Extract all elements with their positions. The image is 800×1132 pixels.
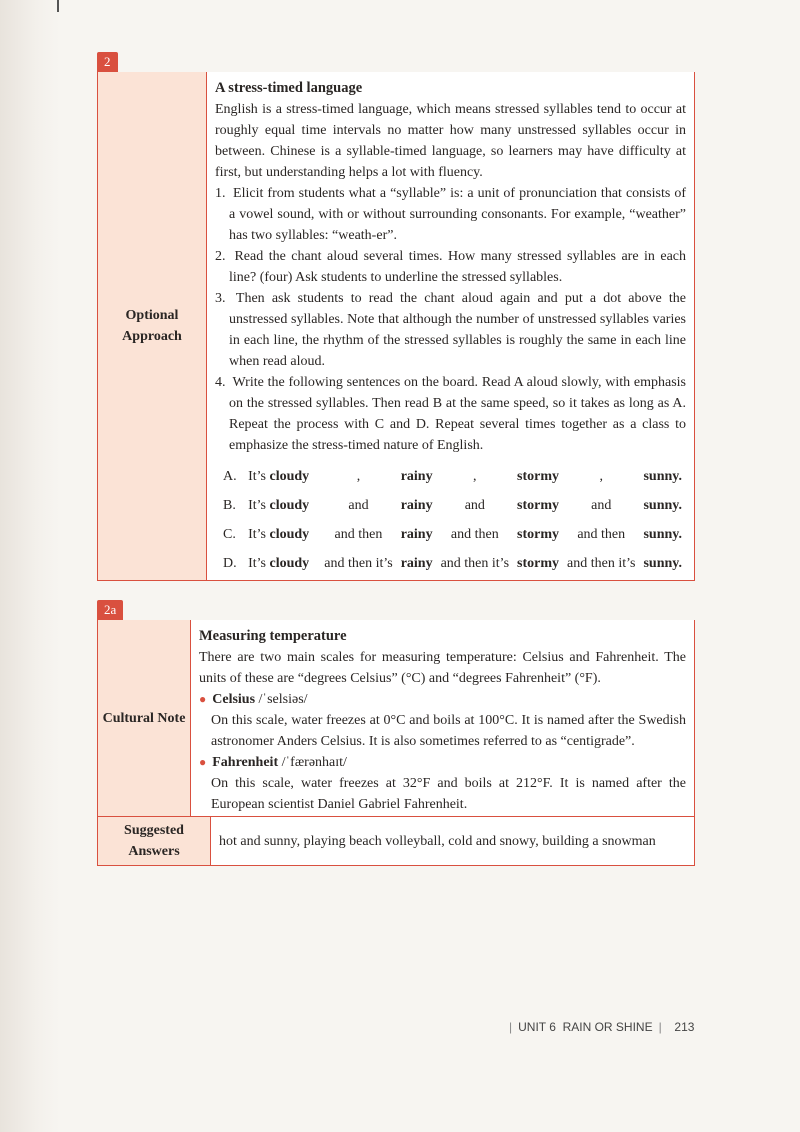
step-number: 4.: [215, 375, 226, 390]
cultural-note-box: [97, 620, 695, 817]
chant-cell: ,: [473, 469, 477, 484]
step-text: Write the following sentences on the board. Read A aloud slowly, with emphasis on the stressed syllables. Then read B at the same speed, so it takes as long as A. Repeat the process with C and D. Repeat several times together as a class to emphasize the stress-timed nature of English.: [229, 375, 686, 453]
chant-cell: rainy: [400, 498, 433, 513]
chant-cell: stormy: [517, 469, 560, 484]
section-heading: A stress-timed language: [215, 80, 363, 96]
row-letter: D.: [223, 556, 237, 571]
celsius-entry: [199, 689, 686, 710]
chant-table: [219, 462, 686, 578]
chant-cell: and then it’s: [324, 556, 393, 571]
section-tab: 2a: [97, 600, 123, 620]
unit-title: RAIN OR SHINE: [562, 1020, 653, 1034]
table-row: [219, 549, 686, 578]
term: Celsius: [212, 692, 256, 707]
row-content: [211, 817, 694, 865]
term: Fahrenheit: [212, 755, 279, 770]
chant-cell: rainy: [400, 469, 433, 484]
row-label: Suggested Answers: [98, 817, 211, 865]
chant-cell: It’s cloudy: [248, 469, 310, 484]
chant-cell: It’s cloudy: [248, 556, 310, 571]
chant-cell: sunny.: [643, 527, 682, 542]
step-number: 1.: [215, 186, 226, 201]
row-label: Optional Approach: [98, 72, 207, 580]
chant-cell: sunny.: [643, 556, 682, 571]
bullet-icon: ●: [199, 692, 207, 706]
chant-cell: It’s cloudy: [248, 527, 310, 542]
step-text: Then ask students to read the chant aloud again and put a dot above the unstressed syllables. Note that although the number of unstressed syllables varies in each line, the rhythm of the stressed syllables is roughly the same in each line when read aloud.: [229, 291, 686, 369]
chant-cell: and then: [450, 527, 499, 542]
chant-cell: sunny.: [643, 469, 682, 484]
section-2: [97, 52, 695, 582]
row-letter: A.: [223, 469, 237, 484]
step-text: Read the chant aloud several times. How many stressed syllables are in each line? (four) Ask students to underline the stressed syllables.: [229, 249, 687, 285]
steps-list: [215, 183, 686, 456]
bullet-icon: ●: [199, 755, 207, 769]
page-mark: [57, 0, 59, 12]
section-heading: Measuring temperature: [199, 628, 347, 644]
step-number: 3.: [215, 291, 226, 306]
row-content: [207, 72, 694, 580]
suggested-answers-box: [97, 816, 695, 866]
step-number: 2.: [215, 249, 226, 264]
chant-cell: and then: [334, 527, 383, 542]
chant-cell: It’s cloudy: [248, 498, 310, 513]
chant-cell: sunny.: [643, 498, 682, 513]
chant-cell: and: [591, 498, 612, 513]
answers-text: hot and sunny, playing beach volleyball, cold and snowy, building a snowman: [219, 833, 656, 849]
page-number: 213: [674, 1020, 695, 1034]
table-row: [219, 491, 686, 520]
chant-cell: rainy: [400, 556, 433, 571]
optional-approach-box: [97, 72, 695, 581]
row-letter: B.: [223, 498, 236, 513]
page-gutter: [0, 0, 60, 1132]
phonetic: /ˈfærənhaɪt/: [281, 755, 347, 770]
step-text: Elicit from students what a “syllable” is: a unit of pronunciation that consists of a vowel sound, with or without surrounding consonants. For example, “weather” has two syllables: “weath-er”.: [229, 186, 687, 243]
section-2a: [97, 600, 695, 866]
chant-cell: rainy: [400, 527, 433, 542]
table-row: [219, 462, 686, 491]
table-row: [219, 520, 686, 549]
section-tab: 2: [97, 52, 118, 72]
divider: |: [509, 1020, 513, 1034]
intro-paragraph: There are two main scales for measuring temperature: Celsius and Fahrenheit. The units of these are “degrees Celsius” (°C) and “degrees Fahrenheit” (°F).: [199, 650, 686, 686]
list-item: [215, 246, 686, 288]
chant-cell: stormy: [517, 556, 560, 571]
chant-cell: and: [348, 498, 369, 513]
unit-label: UNIT 6: [518, 1020, 556, 1034]
intro-paragraph: English is a stress-timed language, which means stressed syllables tend to occur at roughly equal time intervals no matter how many unstressed syllables occur in between. Chinese is a syllable-timed language, so learners may have difficulty at first, but understanding helps a lot with fluency.: [215, 102, 686, 180]
definition: On this scale, water freezes at 32°F and boils at 212°F. It is named after the European scientist Daniel Gabriel Fahrenheit.: [211, 776, 686, 812]
phonetic: /ˈselsiəs/: [258, 692, 308, 707]
definition: On this scale, water freezes at 0°C and boils at 100°C. It is named after the Swedish astronomer Anders Celsius. It is also sometimes referred to as “centigrade”.: [211, 713, 686, 749]
chant-cell: and then: [577, 527, 626, 542]
chant-cell: and then it’s: [567, 556, 636, 571]
row-letter: C.: [223, 527, 236, 542]
chant-cell: ,: [599, 469, 603, 484]
fahrenheit-entry: [199, 752, 686, 773]
divider: |: [658, 1020, 662, 1034]
page-footer: [503, 1020, 703, 1034]
chant-cell: ,: [356, 469, 361, 484]
list-item: [215, 372, 686, 456]
list-item: [215, 183, 686, 246]
chant-cell: stormy: [517, 527, 560, 542]
list-item: [215, 288, 686, 372]
chant-cell: and: [464, 498, 485, 513]
chant-cell: and then it’s: [440, 556, 510, 571]
row-content: [191, 620, 694, 816]
chant-cell: stormy: [517, 498, 560, 513]
row-label: Cultural Note: [98, 620, 191, 816]
